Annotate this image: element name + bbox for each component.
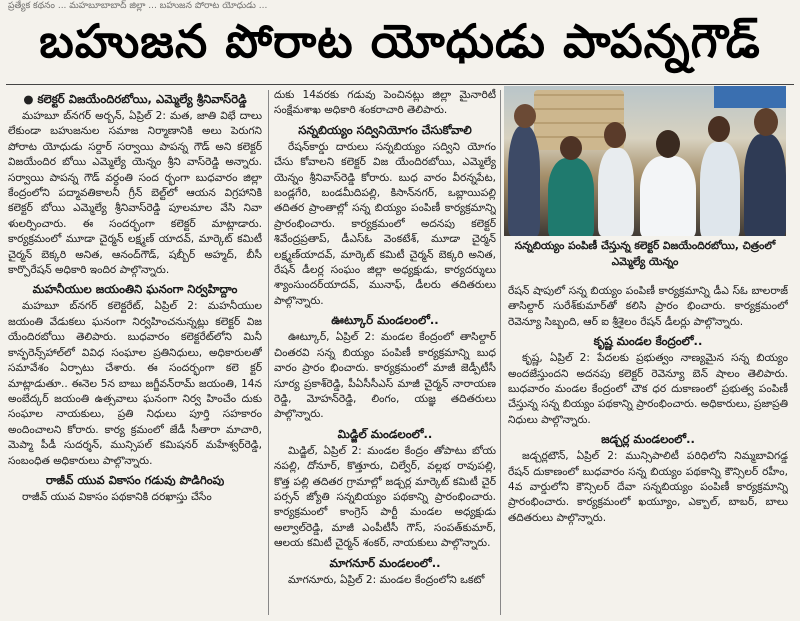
person-head: [708, 116, 730, 142]
paragraph: మాగనూరు, ఏప్రిల్ 2: మండల కేంద్రంలోని ఒకటో: [288, 573, 485, 586]
bullet-icon: ●: [23, 92, 34, 106]
paragraph: రాజీవ్ యువ వికాసం పథకానికి దరఖాస్తు చేసేం: [22, 490, 212, 503]
person-head: [754, 108, 778, 136]
subheading: ఊట్కూర్ మండలంలో..: [331, 313, 439, 328]
article-column-1: [8, 88, 262, 618]
person-figure: [598, 148, 634, 236]
person-head: [656, 130, 680, 158]
byline-text: కలెక్టర్ విజయేందిరబోయి, ఎమ్మెల్యే శ్రీనివాస్‌రెడ్డి: [37, 92, 247, 106]
paragraph: రేషన్ షాపులో సన్న బియ్యం పంపిణీ కార్యక్రమాన్ని డీఎ స్‌ఓ బాలరాజ్ తాసిల్దార్ సురేశ్‌కుమార్‌తో కలిసి ప్రారం భించారు. కార్యక్రమంలో రెవెన్యూ సిబ్బంది, ఆర్ ఐ శ్రీశైలం రేషన్ డీలర్లు పాల్గొన్నారు.: [508, 285, 788, 328]
subheading: జడ్చర్ల మండలంలో..: [601, 432, 695, 447]
paragraph: జడ్చర్లటౌన్, ఏప్రిల్ 2: మున్సిపాలిటీ పరిధిలోని నిమ్మబావిగడ్డ రేషన్ దుకాణంలో బుధవారం సన్న బియ్యం పథకాన్ని కౌన్సిలర్ రహీం, 4వ వార్డులోని కౌన్సిలర్ దేవా సన్నబియ్యం పంపిణీ కార్యక్రమాన్ని ప్రారంభించారు. కార్యక్రమంలో ఖయ్యూం, ఎక్బాల్, బాబర్, బాలు తదితరులు పాల్గొన్నారు.: [508, 450, 788, 524]
person-figure: [548, 158, 594, 236]
person-figure: [508, 126, 540, 236]
person-figure: [744, 134, 786, 236]
person-head: [604, 122, 626, 148]
paragraph: దుకు 14వరకు గడువు పెంచినట్లు జిల్లా మైనారిటీ సంక్షేమశాఖ అధికారి శంకరాచారి తెలిపారు.: [274, 89, 496, 117]
person-figure: [640, 156, 696, 236]
paragraph: మిడ్జిల్, ఏప్రిల్ 2: మండల కేంద్రం తోపాటు బోయ నపల్లి, దోనూర్, కొత్తూరు, చిల్వేర్, వల్లభ రావుపల్లి, కొత్త పల్లి తదితర గ్రామాల్లో జడ్చర్ల మార్కెట్ కమిటీ చైర్ పర్సన్ జ్యోతి సన్నబియ్యం పథకాన్ని ప్రారంభించారు. కార్యక్రమంలో కాంగ్రెస్ పార్టీ మండల అధ్యక్షుడు అల్వాల్‌రెడ్డి, మాజీ ఎంపీటీసీ గౌస్, సంపత్‌కుమార్, ఆలయ కమిటీ చైర్మన్ శంకర్, నాయకులు పాల్గొన్నారు.: [274, 444, 496, 550]
person-head: [560, 136, 582, 160]
byline: [8, 91, 262, 107]
paragraph: ఊట్కూర్, ఏప్రిల్ 2: మండల కేంద్రంలో తాసిల్దార్ చింతరవి సన్న బియ్యం పంపిణీ కార్యక్రమాన్ని బుధ వారం ప్రారం భించారు. కార్యక్రమంలో మాజీ జెడ్పీటీసీ సూర్య ప్రకాశ్‌రెడ్డి, పీఏసీసీఎస్ మాజీ చైర్మన్ నారాయణ రెడ్డి, మోహన్‌రెడ్డి, లింగం, యజ్ఞ తదితరులు పాల్గొన్నారు.: [274, 331, 496, 421]
person-figure: [700, 142, 740, 236]
column-divider-2: [500, 90, 501, 615]
subheading: మాగనూర్ మండలంలో..: [329, 555, 441, 570]
paragraph: మహబూ బ్‌నగర్ కలెక్టరేట్, ఏప్రిల్ 2: మహనీయుల జయంతి వేడుకలు ఘనంగా నిర్వహించనున్నట్లు కలెక్టర్ విజ యేందిరబోయి తెలిపారు. బుధవారం కలెక్టరేట్‌లోని మినీ కాన్ఫరెన్స్‌హాల్‌లో వివిధ సంఘాల ప్రతినిధులు, అధికారులతో సమావేశం ఏర్పాటు చేశారు. ఈ సందర్భంగా కలె క్టర్ మాట్లాడుతూ.. ఈనెల 5న బాబు జగ్జీవన్‌రామ్ జయంతి, 14న అంబేద్కర్ జయంతి ఉత్సవాలు ఘనంగా నిర్వ హించేం దుకు సంఘాల నాయకులు, ప్రతి నిధులు పూర్తి సహకారం అందించాలని కోరారు. కార్య క్రమంలో జేడీ సీతారా మాచారి, మెప్మా పీడీ సుదర్శన్, మున్సిపల్ కమిషనర్ మహేశ్వర్‌రెడ్డి, సంబంధిత అధికారులు పాల్గొన్నారు.: [8, 300, 262, 467]
banner-blue: [714, 86, 786, 108]
photo-caption: సన్నబియ్యం పంపిణీ చేస్తున్న కలెక్టర్ విజయేందిరబోయి, చిత్రంలో ఎమ్మెల్యే యెన్నం: [514, 240, 776, 268]
paragraph: రేషన్‌కార్డు దారులు సన్నబియ్యం సద్విని యోగం చేసు కోవాలని కలెక్టర్ విజ యేందిరబోయి, ఎమ్మెల్యే యెన్నం శ్రీనివాస్‌రెడ్డి కోరారు. బుధ వారం వీరన్నపేట, బండ్లగేరి, బండమీదిపల్లి, కిసాన్‌నగర్, ఒబ్లాయిపల్లి తదితర ప్రాంతాల్లో సన్న బియ్యం పంపిణీ కార్యక్రమాన్ని ప్రారంభించారు. కార్యక్రమంలో అదనపు కలెక్టర్ శివేంద్రప్రతాప్, డీఎస్‌ఓ వెంకటేశ్, మూడా చైర్మన్ లక్ష్మణ్‌యాదవ్, మార్కెట్ కమిటీ చైర్మన్ బెక్కరి అనిత, రేషన్ డీలర్ల సంఘం జిల్లా అధ్యక్షుడు, కార్యదర్శులు శ్యాంసుందర్‌యాదవ్, మునాఫ్, డీలరు తదితరులు పాల్గొన్నారు.: [274, 140, 496, 307]
person-head: [514, 104, 536, 128]
paragraph: మహబూ బ్‌నగర్ అర్బన్, ఏప్రిల్ 2: మత, జాతి విభే దాలు లేకుండా బహుజనుల సమాజ నిర్మాణానికి అలు పెరుగని పోరాట యోధుడు సర్దార్ సర్వాయి పాపన్న గౌడ్ అని కలెక్టర్ విజయేందిర బోయి ఎమ్మెల్యే యెన్నం శ్రీని వాస్‌రెడ్డి అన్నారు. సర్వాయి పాపన్న గౌడ్ వర్ధంతి సంద ర్భంగా బుధవారం జిల్లా కేంద్రంలోని పద్మావతికాలనీ గ్రీన్ బెల్ట్‌లో ఆయన విగ్రహానికి కలెక్టర్ బోయి ఎమ్మెల్యే శ్రీనివాస్‌రెడ్డి పూలమాల వేసి నివా ళులర్పించారు. ఈ సందర్భంగా కలెక్టర్ మాట్లాడారు. కార్యక్రమంలో మూడా చైర్మన్ లక్ష్మణ్ యాదవ్, మార్కెట్ కమిటీ చైర్మన్ బెక్కరి అనిత, ఆనంద్‌గౌడ్, షబ్బీర్ అహ్మద్, బీసీ కార్పొరేషన్ అధికారి ఇందిర పాల్గొన్నారు.: [8, 110, 262, 277]
page-headline: బహుజన పోరాట యోధుడు పాపన్నగౌడ్: [39, 14, 761, 68]
subheading: రాజీవ్ యువ వికాసం గడువు పొడిగింపు: [45, 472, 225, 487]
subheading: సన్నబియ్యం సద్వినియోగం చేసుకోవాలి: [298, 122, 472, 137]
article-column-3: [508, 284, 788, 618]
top-strip: ప్రత్యేక కథనం ... మహబూబాబాద్ జిల్లా ... బహుజన పోరాట యోధుడు ...: [8, 1, 268, 11]
subheading: కృష్ణ మండల కేంద్రంలో..: [593, 334, 703, 349]
subheading: మిడ్జిల్ మండలంలో..: [337, 426, 433, 441]
article-column-2: [274, 88, 496, 618]
news-photo: [504, 86, 786, 236]
column-divider-1: [268, 90, 269, 615]
paragraph: కృష్ణ, ఏప్రిల్ 2: పేదలకు ప్రభుత్వం నాణ్యమైన సన్న బియ్యం అందజేస్తుందని అదనపు కలెక్టర్ రెవెన్యూ బెన్ షాలం తెలిపారు. బుధవారం మండల కేంద్రంలో చౌక ధర దుకాణంలో ప్రభుత్వ పంపిణీ చేస్తున్న సన్న బియ్యం పథకాన్ని ప్రారంభించారు. అధికారులు, ప్రజాప్రతి నిధులు పాల్గొన్నారు.: [508, 352, 788, 426]
header-rule: [6, 84, 794, 85]
subheading: మహనీయుల జయంతిని ఘనంగా నిర్వహిద్దాం: [32, 282, 238, 297]
